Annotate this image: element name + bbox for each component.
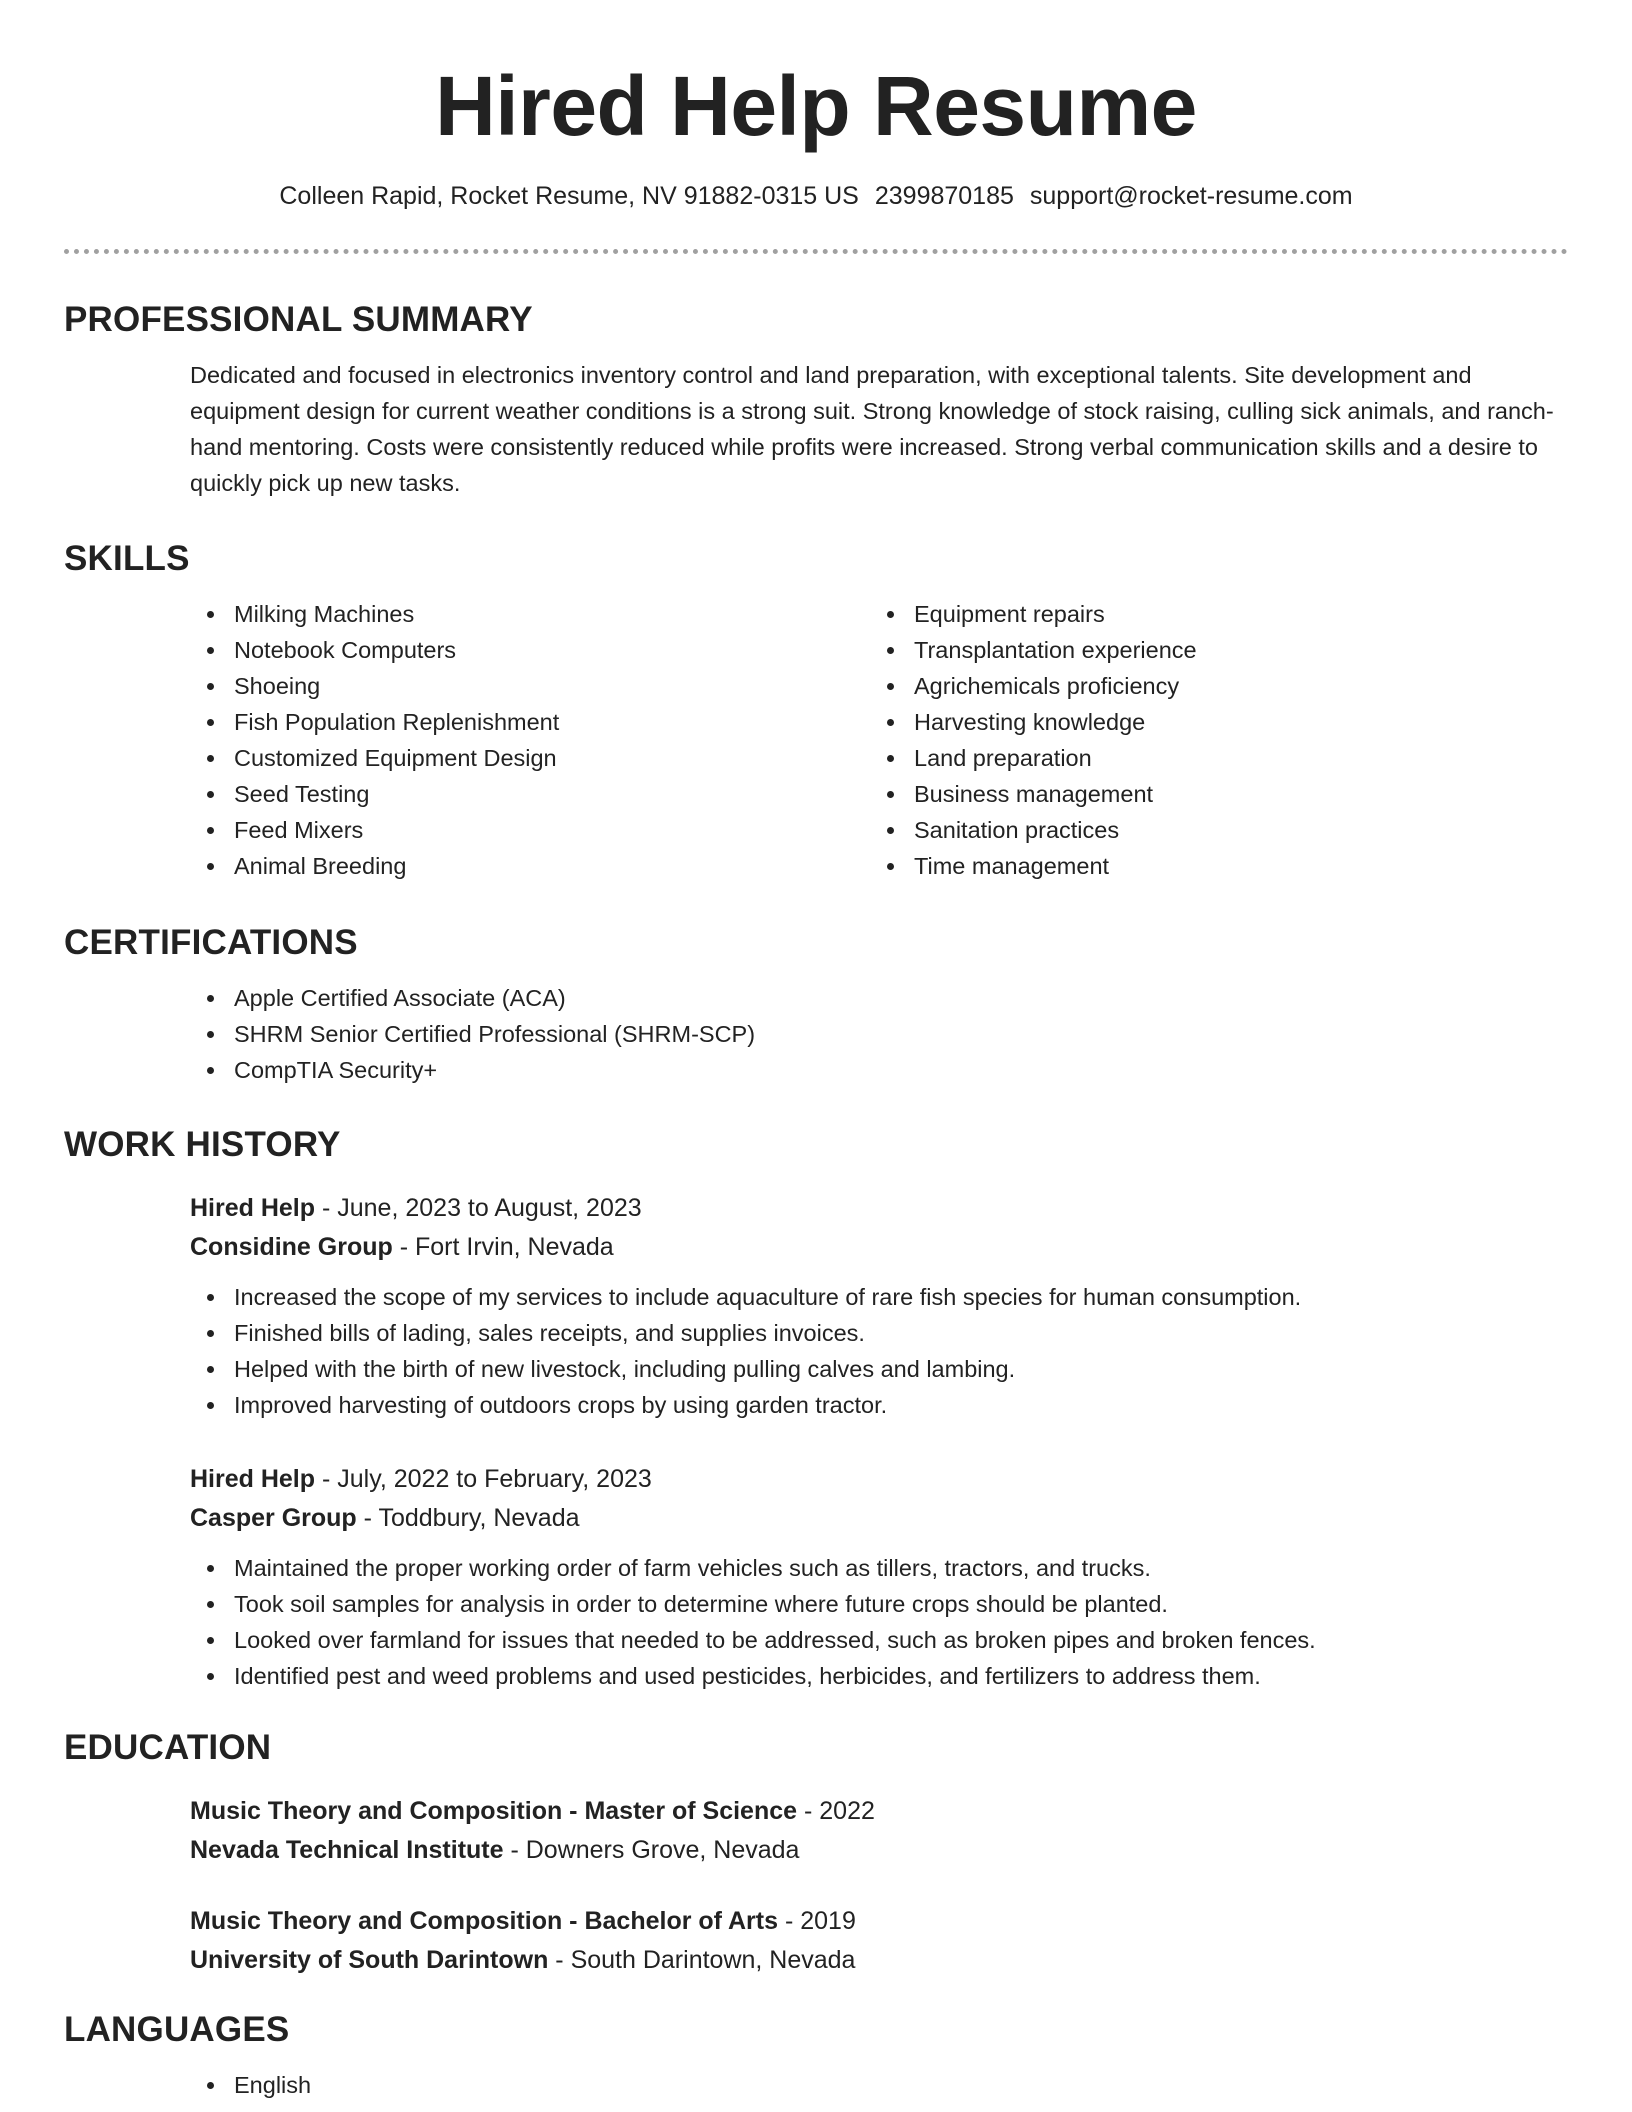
job-bullet: Helped with the birth of new livestock, including pulling calves and lambing. (190, 1351, 1568, 1387)
job-entry (64, 1460, 1568, 1694)
resume-name: Hired Help Resume (435, 59, 1197, 153)
skill-item: Feed Mixers (190, 812, 870, 848)
job-bullets (190, 1550, 1568, 1694)
job-company: Casper Group (190, 1504, 357, 1532)
resume-page (64, 0, 1568, 2098)
languages-section (64, 2009, 1568, 2103)
skill-item: Notebook Computers (190, 632, 870, 668)
job-title-line (190, 1189, 1568, 1228)
job-entry-body (190, 1460, 1568, 1694)
job-bullet: Took soil samples for analysis in order to determine where future crops should be planted. (190, 1586, 1568, 1622)
education-entry (64, 1792, 1568, 1870)
section-title-work-history: WORK HISTORY (64, 1125, 341, 1164)
school-line (190, 1831, 1568, 1870)
job-role: Hired Help (190, 1194, 316, 1222)
school-location: - South Darintown, Nevada (548, 1946, 856, 1974)
job-role: Hired Help (190, 1465, 316, 1493)
degree: Music Theory and Composition - Bachelor of Arts (190, 1907, 779, 1935)
job-location: - Toddbury, Nevada (356, 1504, 580, 1532)
school-location: - Downers Grove, Nevada (503, 1836, 800, 1864)
education-section (64, 1727, 1568, 1769)
certifications-section (64, 922, 1568, 1088)
degree-year: - 2019 (778, 1907, 856, 1935)
skills-section (64, 538, 1568, 884)
skill-item: Time management (870, 848, 1550, 884)
skill-item: Land preparation (870, 740, 1550, 776)
header-divider (64, 249, 1568, 254)
job-entry (64, 1189, 1568, 1423)
skill-item: Seed Testing (190, 776, 870, 812)
degree-year: - 2022 (797, 1797, 875, 1825)
job-bullet: Maintained the proper working order of farm vehicles such as tillers, tractors, and trucks. (190, 1550, 1568, 1586)
job-dates: - July, 2022 to February, 2023 (315, 1465, 652, 1493)
language-item: English (190, 2067, 1568, 2103)
skills-list-right (870, 596, 1550, 884)
degree-line (190, 1792, 1568, 1831)
skills-grid (190, 596, 1568, 884)
contact-address: Colleen Rapid, Rocket Resume, NV 91882-0315 US (279, 182, 859, 210)
school-line (190, 1941, 1568, 1980)
job-company: Considine Group (190, 1233, 393, 1261)
job-bullets (190, 1279, 1568, 1423)
degree-line (190, 1902, 1568, 1941)
education-entry (64, 1902, 1568, 1980)
skill-item: Equipment repairs (870, 596, 1550, 632)
languages-body (190, 2067, 1568, 2103)
job-bullet: Improved harvesting of outdoors crops by using garden tractor. (190, 1387, 1568, 1423)
skill-item: Transplantation experience (870, 632, 1550, 668)
skill-item: Animal Breeding (190, 848, 870, 884)
job-bullet: Looked over farmland for issues that needed to be addressed, such as broken pipes and broken fences. (190, 1622, 1568, 1658)
skills-list-left (190, 596, 870, 884)
languages-list (190, 2067, 1568, 2103)
skill-item: Harvesting knowledge (870, 704, 1550, 740)
skill-item: Business management (870, 776, 1550, 812)
skill-item: Shoeing (190, 668, 870, 704)
job-bullet: Finished bills of lading, sales receipts, and supplies invoices. (190, 1315, 1568, 1351)
work-history-section (64, 1124, 1568, 1166)
skill-item: Sanitation practices (870, 812, 1550, 848)
skill-item: Customized Equipment Design (190, 740, 870, 776)
section-title-summary: PROFESSIONAL SUMMARY (64, 300, 533, 339)
certification-item: Apple Certified Associate (ACA) (190, 980, 1568, 1016)
school: University of South Darintown (190, 1946, 549, 1974)
degree: Music Theory and Composition - Master of Science (190, 1797, 798, 1825)
job-title-line (190, 1460, 1568, 1499)
summary-text: Dedicated and focused in electronics inventory control and land preparation, with exceptional talents. Site development and equipment design for current weather conditions is a strong suit. Strong knowledge of stock raising, culling sick animals, and ranch-hand mentoring. Costs were consistently reduced while profits were increased. Strong verbal communication skills and a desire to quickly pick up new tasks. (190, 362, 1554, 496)
skill-item: Milking Machines (190, 596, 870, 632)
education-entry-body (190, 1792, 1568, 1870)
skill-item: Agrichemicals proficiency (870, 668, 1550, 704)
job-bullet: Identified pest and weed problems and used pesticides, herbicides, and fertilizers to address them. (190, 1658, 1568, 1694)
skill-item: Fish Population Replenishment (190, 704, 870, 740)
school: Nevada Technical Institute (190, 1836, 504, 1864)
job-company-line (190, 1228, 1568, 1267)
certification-item: SHRM Senior Certified Professional (SHRM-SCP) (190, 1016, 1568, 1052)
contact-email[interactable]: support@rocket-resume.com (1029, 182, 1353, 210)
job-entry-body (190, 1189, 1568, 1423)
contact-phone: 2399870185 (874, 182, 1014, 210)
job-location: - Fort Irvin, Nevada (392, 1233, 614, 1261)
section-title-education: EDUCATION (64, 1728, 272, 1767)
certification-item: CompTIA Security+ (190, 1052, 1568, 1088)
contact-line (64, 180, 1568, 212)
certifications-body (190, 980, 1568, 1088)
job-bullet: Increased the scope of my services to include aquaculture of rare fish species for human consumption. (190, 1279, 1568, 1315)
section-title-certifications: CERTIFICATIONS (64, 923, 358, 962)
section-title-languages: LANGUAGES (64, 2010, 290, 2049)
job-company-line (190, 1499, 1568, 1538)
section-title-skills: SKILLS (64, 539, 190, 578)
job-dates: - June, 2023 to August, 2023 (315, 1194, 642, 1222)
certifications-list (190, 980, 1568, 1088)
summary-section (64, 299, 1568, 501)
education-entry-body (190, 1902, 1568, 1980)
